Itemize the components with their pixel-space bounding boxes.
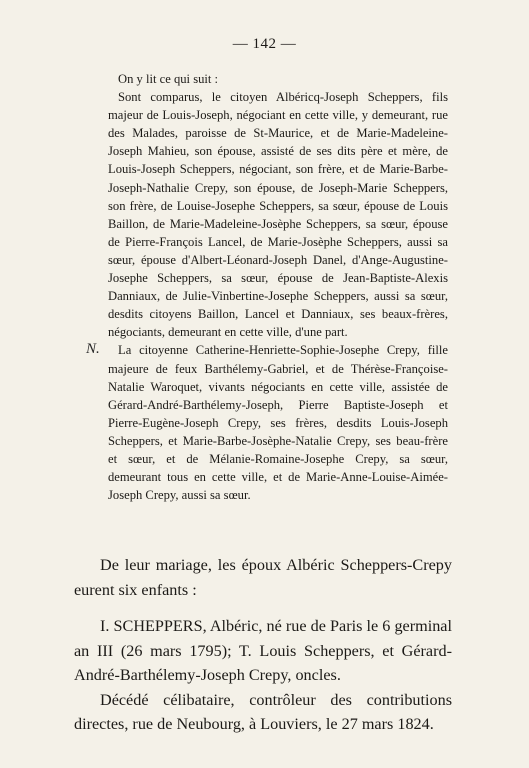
page-number: — 142 — bbox=[232, 36, 297, 52]
quoted-act bbox=[86, 70, 448, 504]
quote-bride-block bbox=[86, 341, 448, 504]
quote-intro: On y lit ce qui suit : bbox=[118, 72, 219, 86]
main-text bbox=[74, 553, 452, 737]
handwritten-marker: N. bbox=[86, 341, 100, 358]
child-entry-1-note: Décédé célibataire, contrôleur des contributions directes, rue de Neubourg, à Louviers, le 27 mars 1824. bbox=[74, 690, 452, 733]
child-entry-1: I. SCHEPPERS, Albéric, né rue de Paris le 6 germinal an III (26 mars 1795); T. Louis Scheppers, et Gérard-André-Barthélemy-Joseph Crepy, oncles. bbox=[74, 617, 452, 684]
quote-paragraph-bride: La citoyenne Catherine-Henriette-Sophie-Josephe Crepy, fille majeure de feux Barthélemy-Gabriel, et de Thérèse-Françoise-Natalie Waroquet, vivants négociants en cette ville, assistée de Gérard-André-Barthélemy-Joseph, Pierre Baptiste-Joseph et Pierre-Eugène-Joseph Crepy, ses frères, desdits Louis-Joseph Scheppers, et Marie-Barbe-Josèphe-Natalie Crepy, ses beau-frère et sœur, et de Mélanie-Romaine-Josephe Crepy, sa sœur, demeurant tous en cette ville, et de Marie-Anne-Louise-Aimée-Joseph Crepy, aussi sa sœur. bbox=[108, 343, 448, 503]
children-intro: De leur mariage, les époux Albéric Scheppers-Crepy eurent six enfants : bbox=[74, 556, 452, 599]
quote-paragraph-groom: Sont comparus, le citoyen Albéricq-Joseph Scheppers, fils majeur de Louis-Joseph, négociant en cette ville, y demeurant, rue des Malades, paroisse de St-Maurice, et de Marie-Madeleine-Joseph Mahieu, son épouse, assisté de ses dits père et mère, de Louis-Joseph Scheppers, négociant, son frère, et de Marie-Barbe-Joseph-Nathalie Crepy, son épouse, de Joseph-Marie Scheppers, son frère, de Louise-Josephe Scheppers, sa sœur, épouse de Louis Baillon, de Marie-Madeleine-Josèphe Scheppers, sa sœur, épouse de Pierre-François Lancel, de Marie-Josèphe Scheppers, aussi sa sœur, épouse d'Albert-Léonard-Joseph Danel, d'Ange-Augustine-Josephe Scheppers, sa sœur, épouse de Jean-Baptiste-Alexis Danniaux, de Julie-Vinbertine-Josephe Scheppers, aussi sa sœur, desdits citoyens Baillon, Lancel et Danniaux, ses beaux-frères, négociants, demeurant en cette ville, d'une part. bbox=[108, 90, 448, 340]
